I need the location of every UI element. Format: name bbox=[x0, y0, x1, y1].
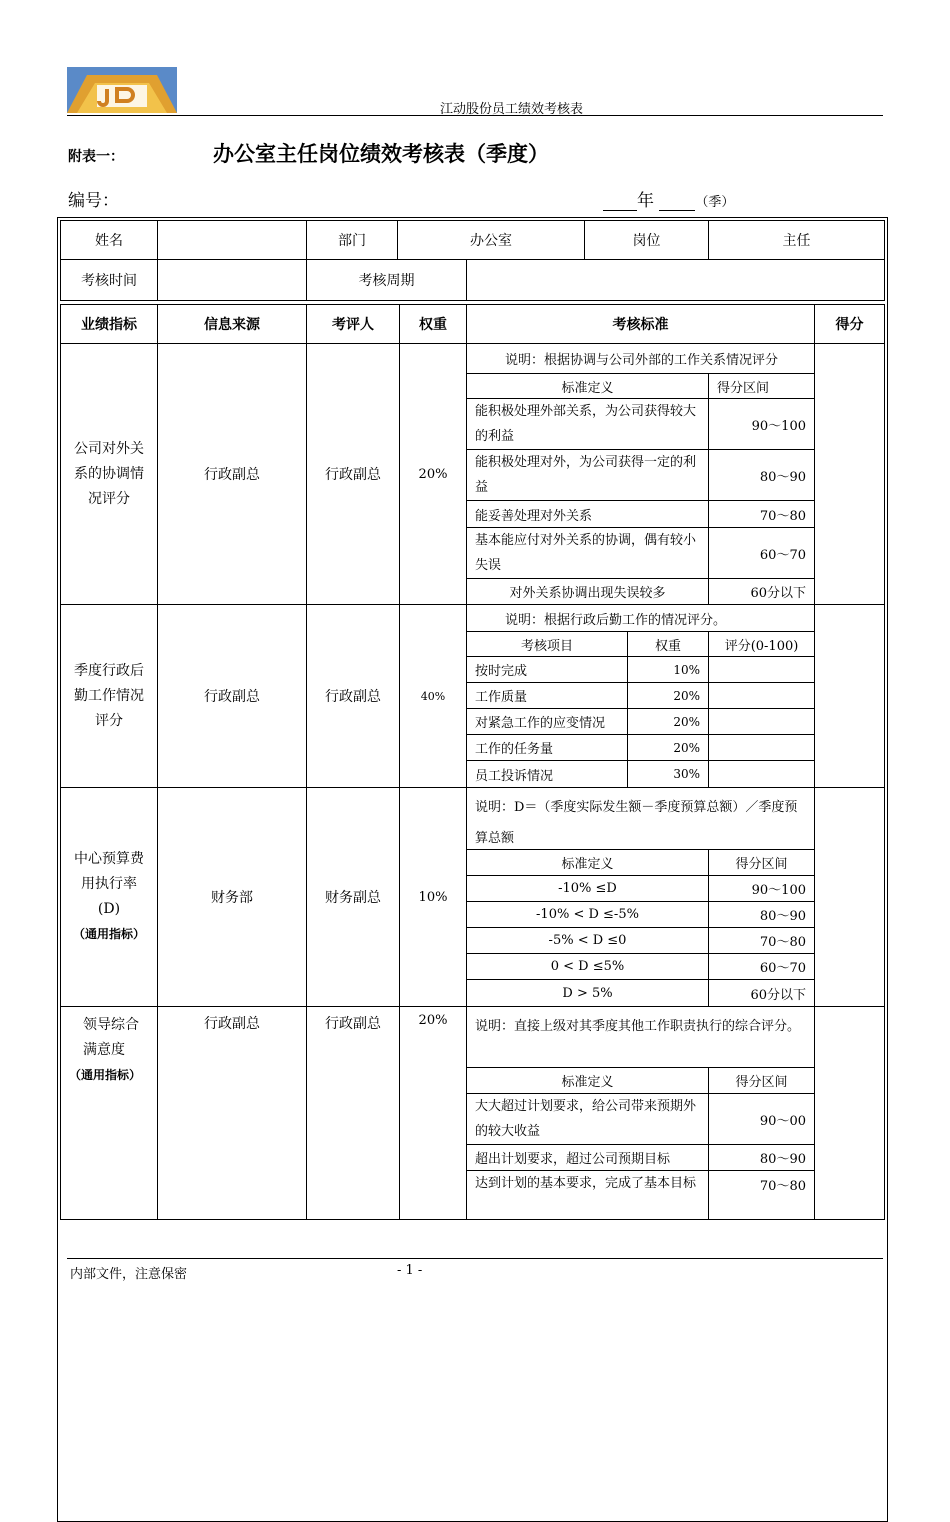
s2-score[interactable] bbox=[814, 604, 885, 788]
time-value[interactable] bbox=[157, 259, 307, 301]
col-score: 得分 bbox=[814, 304, 885, 344]
s3-rater: 财务副总 bbox=[306, 787, 400, 1007]
s4-indicator: 领导综合满意度 bbox=[83, 1017, 139, 1058]
s1-def-3: 基本能应付对外关系的协调，偶有较小失误 bbox=[466, 527, 709, 579]
number-label: 编号： bbox=[68, 191, 119, 211]
season-blank[interactable] bbox=[659, 192, 695, 211]
s2-w-3: 20% bbox=[627, 734, 709, 761]
s3-def-0: -10% ≤D bbox=[466, 875, 709, 902]
s3-range-2: 70～80 bbox=[708, 927, 815, 954]
s3-tag: （通用指标） bbox=[73, 927, 146, 941]
s2-item-4: 员工投诉情况 bbox=[466, 760, 628, 788]
s3-def-4: D > 5% bbox=[466, 979, 709, 1007]
page-title: 办公室主任岗位绩效考核表（季度） bbox=[213, 142, 549, 166]
s2-w-0: 10% bbox=[627, 656, 709, 683]
col-standard: 考核标准 bbox=[466, 304, 815, 344]
s4-range-0: 90～00 bbox=[708, 1093, 815, 1145]
s4-indicator-cell bbox=[60, 1006, 158, 1220]
s1-source: 行政副总 bbox=[157, 343, 307, 605]
header-rule bbox=[67, 115, 883, 116]
s2-score-3[interactable] bbox=[708, 734, 815, 761]
s2-rater: 行政副总 bbox=[306, 604, 400, 788]
s4-rater: 行政副总 bbox=[306, 1006, 400, 1220]
s3-range-4: 60分以下 bbox=[708, 979, 815, 1007]
s1-range-0: 90～100 bbox=[708, 398, 815, 450]
s4-note: 说明：直接上级对其季度其他工作职责执行的综合评分。 bbox=[466, 1006, 815, 1068]
appendix-label: 附表一： bbox=[68, 149, 124, 165]
page-number: - 1 - bbox=[397, 1263, 423, 1278]
period-value[interactable] bbox=[466, 259, 885, 301]
col-indicator: 业绩指标 bbox=[60, 304, 158, 344]
s2-h3: 评分(0-100) bbox=[708, 631, 815, 657]
s2-score-2[interactable] bbox=[708, 708, 815, 735]
s3-indicator: 中心预算费用执行率(D) bbox=[74, 851, 144, 917]
dept-value: 办公室 bbox=[397, 220, 585, 260]
s2-item-3: 工作的任务量 bbox=[466, 734, 628, 761]
s2-weight: 40% bbox=[399, 604, 467, 788]
s4-range-2: 70～80 bbox=[708, 1170, 815, 1220]
s2-score-0[interactable] bbox=[708, 656, 815, 683]
s4-range-1: 80～90 bbox=[708, 1144, 815, 1171]
s2-w-4: 30% bbox=[627, 760, 709, 788]
s2-score-4[interactable] bbox=[708, 760, 815, 788]
col-weight: 权重 bbox=[399, 304, 467, 344]
s1-score[interactable] bbox=[814, 343, 885, 605]
dept-label: 部门 bbox=[306, 220, 398, 260]
s1-range-2: 70～80 bbox=[708, 500, 815, 528]
s1-h2: 得分区间 bbox=[708, 373, 815, 399]
s2-item-1: 工作质量 bbox=[466, 682, 628, 709]
s3-h1: 标准定义 bbox=[466, 849, 709, 876]
s3-note: 说明：D＝（季度实际发生额－季度预算总额）／季度预算总额 bbox=[466, 787, 815, 850]
s4-weight: 20% bbox=[399, 1006, 467, 1220]
s2-indicator: 季度行政后勤工作情况评分 bbox=[60, 604, 158, 788]
name-label: 姓名 bbox=[60, 220, 158, 260]
s2-h1: 考核项目 bbox=[466, 631, 628, 657]
s1-weight: 20% bbox=[399, 343, 467, 605]
s1-rater: 行政副总 bbox=[306, 343, 400, 605]
s4-def-0: 大大超过计划要求，给公司带来预期外的较大收益 bbox=[466, 1093, 709, 1145]
s4-h1: 标准定义 bbox=[466, 1067, 709, 1094]
s1-h1: 标准定义 bbox=[466, 373, 709, 399]
s1-indicator: 公司对外关系的协调情况评分 bbox=[60, 343, 158, 605]
year-blank[interactable] bbox=[603, 192, 637, 211]
s1-range-3: 60～70 bbox=[708, 527, 815, 579]
s3-def-1: -10% < D ≤-5% bbox=[466, 901, 709, 928]
s3-score[interactable] bbox=[814, 787, 885, 1007]
s3-def-3: 0 < D ≤5% bbox=[466, 953, 709, 980]
s3-indicator-cell bbox=[60, 787, 158, 1007]
s2-h2: 权重 bbox=[627, 631, 709, 657]
season-label: （季） bbox=[695, 195, 735, 210]
time-label: 考核时间 bbox=[60, 259, 158, 301]
s4-def-2: 达到计划的基本要求，完成了基本目标 bbox=[466, 1170, 709, 1220]
s4-h2: 得分区间 bbox=[708, 1067, 815, 1094]
col-source: 信息来源 bbox=[157, 304, 307, 344]
company-logo bbox=[67, 67, 177, 113]
s1-def-1: 能积极处理对外，为公司获得一定的利益 bbox=[466, 449, 709, 501]
s1-def-2: 能妥善处理对外关系 bbox=[466, 500, 709, 528]
s1-range-1: 80～90 bbox=[708, 449, 815, 501]
s3-range-0: 90～100 bbox=[708, 875, 815, 902]
s3-h2: 得分区间 bbox=[708, 849, 815, 876]
s2-w-2: 20% bbox=[627, 708, 709, 735]
s4-tag: （通用指标） bbox=[69, 1068, 142, 1082]
s3-def-2: -5% < D ≤0 bbox=[466, 927, 709, 954]
s4-score[interactable] bbox=[814, 1006, 885, 1220]
footer-rule bbox=[67, 1258, 883, 1259]
name-value[interactable] bbox=[157, 220, 307, 260]
s4-source: 行政副总 bbox=[157, 1006, 307, 1220]
s3-range-1: 80～90 bbox=[708, 901, 815, 928]
s3-range-3: 60～70 bbox=[708, 953, 815, 980]
s2-note: 说明：根据行政后勤工作的情况评分。 bbox=[466, 604, 815, 632]
s2-item-2: 对紧急工作的应变情况 bbox=[466, 708, 628, 735]
header-company-title: 江动股份员工绩效考核表 bbox=[440, 102, 584, 117]
s1-range-4: 60分以下 bbox=[708, 578, 815, 605]
col-rater: 考评人 bbox=[306, 304, 400, 344]
s1-note: 说明：根据协调与公司外部的工作关系情况评分 bbox=[466, 343, 815, 374]
post-value: 主任 bbox=[708, 220, 885, 260]
footer-confidential: 内部文件，注意保密 bbox=[70, 1267, 188, 1282]
s3-source: 财务部 bbox=[157, 787, 307, 1007]
s1-def-4: 对外关系协调出现失误较多 bbox=[466, 578, 709, 605]
s2-source: 行政副总 bbox=[157, 604, 307, 788]
s1-def-0: 能积极处理外部关系，为公司获得较大的利益 bbox=[466, 398, 709, 450]
s2-w-1: 20% bbox=[627, 682, 709, 709]
period-label: 考核周期 bbox=[306, 259, 467, 301]
s2-score-1[interactable] bbox=[708, 682, 815, 709]
year-season-line bbox=[603, 186, 734, 211]
year-label: 年 bbox=[637, 191, 654, 211]
s4-def-1: 超出计划要求，超过公司预期目标 bbox=[466, 1144, 709, 1171]
post-label: 岗位 bbox=[584, 220, 709, 260]
s2-item-0: 按时完成 bbox=[466, 656, 628, 683]
s3-weight: 10% bbox=[399, 787, 467, 1007]
